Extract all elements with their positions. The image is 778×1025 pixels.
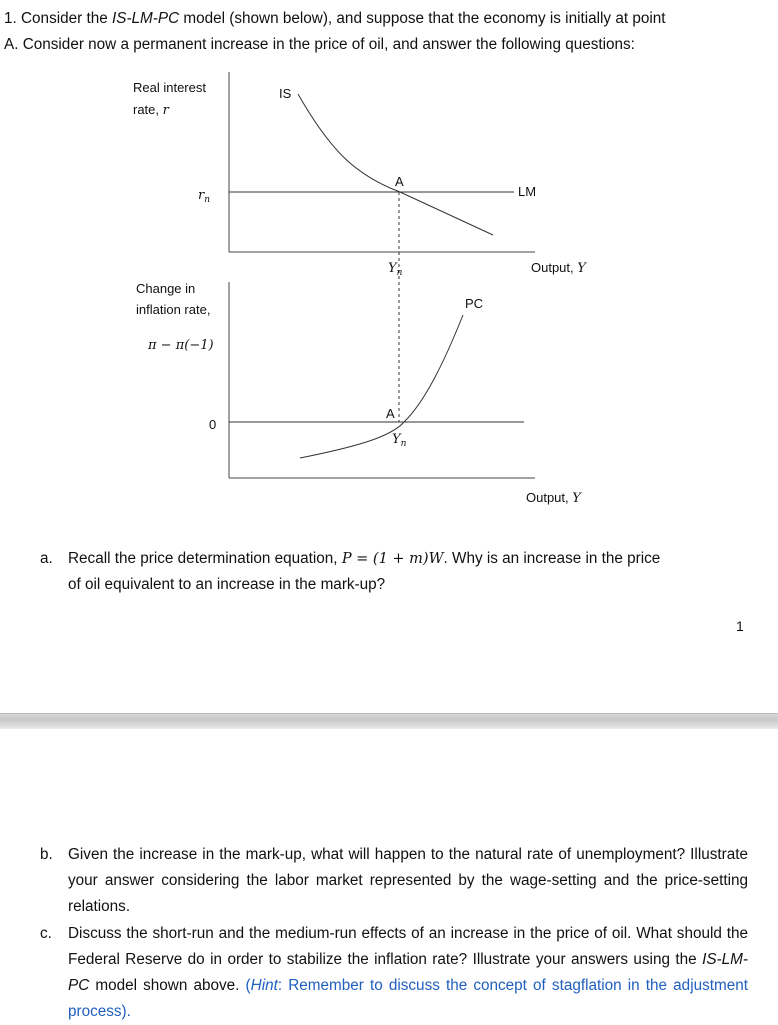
question-b-letter: b. bbox=[40, 846, 53, 863]
top-x-label: Output, Y bbox=[531, 260, 586, 276]
question-a-text: . Why is an increase in the price bbox=[443, 550, 661, 567]
top-y-label-2: rate, r bbox=[133, 102, 169, 118]
yn-label-bottom: $Y_n$ bbox=[392, 432, 407, 449]
intro-text: 1. Consider the bbox=[4, 10, 112, 27]
bottom-y-label-1: Change in bbox=[136, 281, 196, 296]
model-name: IS-LM-PC bbox=[68, 951, 748, 994]
point-a-top: A bbox=[395, 174, 404, 189]
question-b: Given the increase in the mark-up, what will happen to the natural rate of unemployment? Illustrate your answer considering the labor market represented by the wage-setting and the price-setting relations. bbox=[68, 846, 748, 915]
bottom-y-label-math: π − π(−1) bbox=[148, 338, 214, 353]
question-a-letter: a. bbox=[40, 550, 53, 567]
intro-text: model (shown below), and suppose that the economy is initially at point bbox=[179, 10, 666, 27]
yn-label-top: $Y_n$ bbox=[388, 261, 403, 278]
question-a-line-2: of oil equivalent to an increase in the mark-up? bbox=[68, 576, 386, 593]
pc-label: PC bbox=[465, 296, 484, 311]
hint-text: (Hint: Remember to discuss the concept of stagflation in the adjustment process). bbox=[68, 977, 749, 1020]
question-c-letter: c. bbox=[40, 925, 52, 942]
zero-label: 0 bbox=[209, 417, 217, 432]
question-a-line-1 bbox=[68, 546, 750, 572]
point-a-bottom: A bbox=[386, 406, 395, 421]
question-c bbox=[68, 921, 748, 1025]
question-a-text: Recall the price determination equation, bbox=[68, 550, 342, 567]
page-number: 1 bbox=[736, 618, 744, 634]
question-c-text: model shown above. bbox=[89, 977, 246, 994]
is-curve bbox=[298, 94, 493, 235]
bottom-x-label: Output, Y bbox=[526, 490, 581, 506]
intro-line-2: A. Consider now a permanent increase in the price of oil, and answer the following questions: bbox=[4, 36, 635, 53]
rn-label: $r_n$ bbox=[198, 188, 211, 205]
is-label: IS bbox=[279, 86, 292, 101]
model-name: IS-LM-PC bbox=[112, 10, 180, 27]
bottom-y-label-2: inflation rate, bbox=[136, 302, 211, 317]
question-a bbox=[68, 546, 750, 598]
lm-label: LM bbox=[518, 184, 537, 199]
top-y-label-1: Real interest bbox=[133, 80, 206, 95]
pc-curve bbox=[300, 315, 463, 458]
question-c-text: Discuss the short-run and the medium-run effects of an increase in the price of oil. What should the Federal Reserve do in order to stabilize the inflation rate? Illustrate your answers using the bbox=[68, 925, 748, 968]
page-break bbox=[0, 713, 778, 729]
price-equation: P = (1 + m)W bbox=[341, 551, 444, 567]
